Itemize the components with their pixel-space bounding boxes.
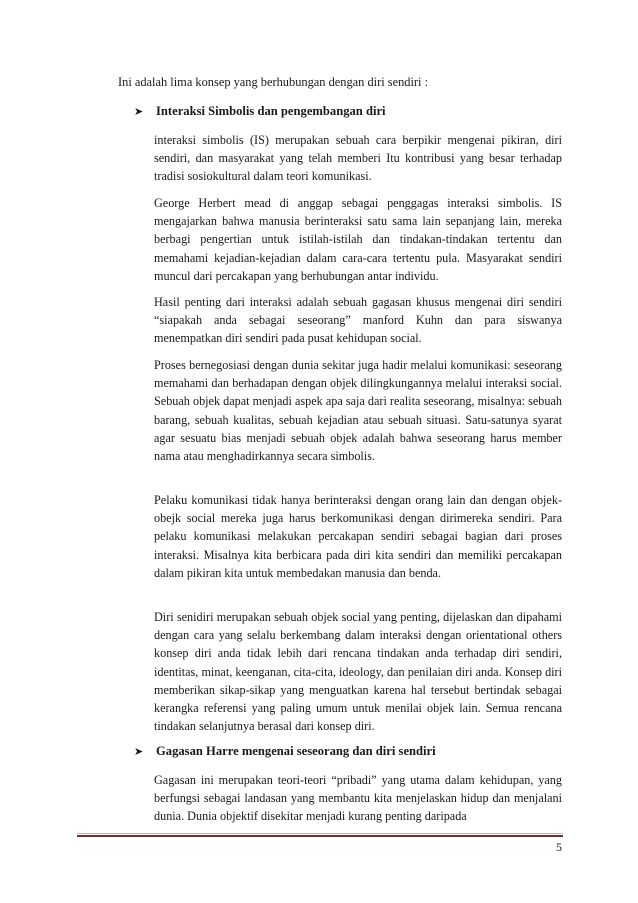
- section-heading-gagasan-harre: [134, 743, 574, 760]
- section-heading-text: Gagasan Harre mengenai seseorang dan diri sendiri: [156, 744, 436, 758]
- paragraph-2: George Herbert mead di anggap sebagai penggagas interaksi simbolis. IS mengajarkan bahwa manusia berinteraksi satu sama lain sepanjang lain, mereka berbagi pengertian untuk istilah-istilah dan tindakan-tindakan tertentu dan memahami kejadian-kejadian dalam cara-cara tertentu pula. Masyarakat sendiri muncul dari percakapan yang berhubungan antar individu.: [154, 196, 562, 283]
- intro-text: Ini adalah lima konsep yang berhubungan dengan diri sendiri :: [118, 75, 429, 89]
- paragraph-7: Gagasan ini merupakan teori-teori “pribadi” yang utama dalam kehidupan, yang berfungsi sebagai landasan yang membantu kita menjelaskan hidup dan menjalani dunia. Dunia objektif disekitar menjadi kurang penting daripada: [154, 773, 562, 824]
- section-heading-text: Interaksi Simbolis dan pengembangan diri: [156, 104, 386, 118]
- page-number: 5: [556, 840, 562, 854]
- section-heading-interaksi-simbolis: [134, 103, 574, 120]
- footer-rule-accent: [77, 835, 563, 837]
- paragraph-3: Hasil penting dari interaksi adalah sebuah gagasan khusus mengenai diri sendiri “siapakah anda sebagai seseorang” manford Kuhn dan para siswanya menempatkan diri sendiri pada pusat kehidupan social.: [154, 295, 562, 346]
- paragraph-5: Pelaku komunikasi tidak hanya berinteraksi dengan orang lain dan dengan objek-obejk social mereka juga harus berkomunikasi dengan dirimereka sendiri. Para pelaku komunikasi melakukan percakapan sendiri sebagai bagian dari proses interaksi. Misalnya kita berbicara pada diri kita sendiri dan memiliki percakapan dalam pikiran kita untuk membedakan manusia dan benda.: [154, 493, 562, 580]
- paragraph-6: Diri senidiri merupakan sebuah objek social yang penting, dijelaskan dan dipahami dengan cara yang selalu berkembang dalam interaksi dengan orientational others konsep diri anda tidak lebih dari rencana tindakan anda terhadap diri sendiri, identitas, minat, keenganan, cita-cita, ideology, dan penilaian diri anda. Konsep diri memberikan sikap-sikap yang menguatkan karena hal tersebut bertindak sebagai kerangka referensi yang paling umum untuk menilai objek lain. Semua rencana tindakan selanjutnya berasal dari konsep diri.: [154, 610, 562, 734]
- arrow-bullet-icon: ➤: [134, 745, 144, 758]
- paragraph-1: interaksi simbolis (IS) merupakan sebuah cara berpikir mengenai pikiran, diri sendiri, dan masyarakat yang telah memberi Itu kontribusi yang besar terhadap tradisi sosiokultural dalam teori komunikasi.: [154, 133, 562, 184]
- footer-rule-light: [77, 833, 563, 834]
- arrow-bullet-icon: ➤: [134, 105, 144, 118]
- paragraph-4: Proses bernegosiasi dengan dunia sekitar juga hadir melalui komunikasi: seseorang memahami dan berhadapan dengan objek dilingkungannya melalui interaksi social. Sebuah objek dapat menjadi aspek apa saja dari realita seseorang, misalnya: sebuah barang, sebuah kualitas, sebuah kejadian atau sebuah situasi. Satu-satunya syarat agar sesuatu bias menjadi sebuah objek adalah bahwa seseorang harus member nama atau menghadirkannya secara simbolis.: [154, 358, 562, 464]
